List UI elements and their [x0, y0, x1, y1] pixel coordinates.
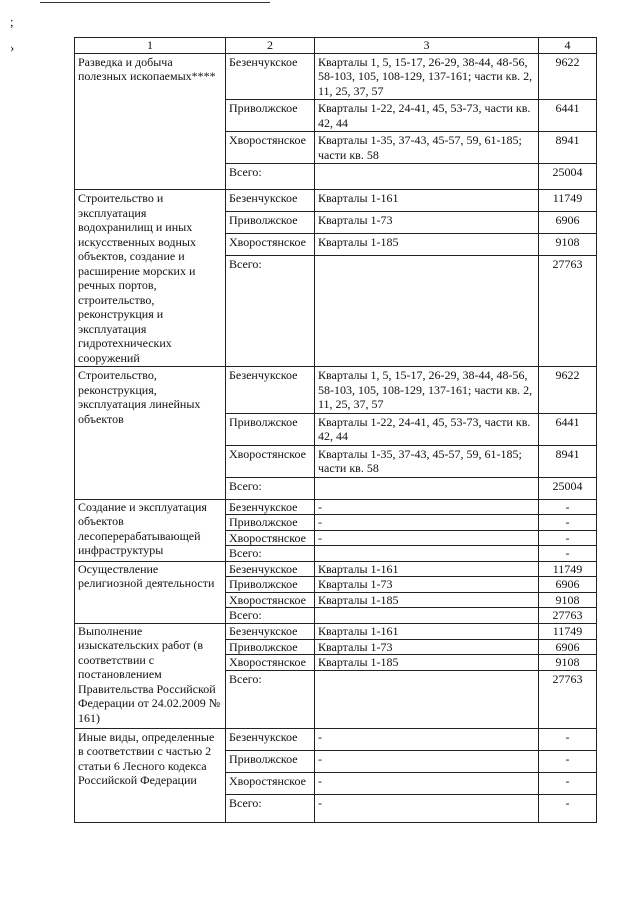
activity-type-cell: Разведка и добыча полезных ископаемых****	[75, 53, 226, 190]
activity-type-cell: Иные виды, определенные в соответствии с частью 2 статьи 6 Лесного кодекса Российской Федерации	[75, 728, 226, 822]
forestry-cell: Хворостянское	[226, 530, 315, 546]
area-cell: 9108	[539, 234, 597, 256]
forestry-cell: Хворостянское	[226, 592, 315, 608]
forestry-cell: Безенчукское	[226, 728, 315, 750]
quarters-cell: Кварталы 1-185	[315, 592, 539, 608]
forestry-cell: Безенчукское	[226, 53, 315, 100]
table-row	[75, 499, 597, 515]
area-cell: 11749	[539, 561, 597, 577]
header-cell: 2	[226, 38, 315, 54]
forestry-cell: Хворостянское	[226, 234, 315, 256]
quarters-cell: -	[315, 772, 539, 794]
forestry-cell: Приволжское	[226, 639, 315, 655]
quarters-cell: Кварталы 1-22, 24-41, 45, 53-73, части кв. 42, 44	[315, 100, 539, 132]
area-cell: 6441	[539, 413, 597, 445]
forestry-cell: Всего:	[226, 256, 315, 367]
table-row	[75, 561, 597, 577]
area-cell: 11749	[539, 190, 597, 212]
activity-type-cell: Строительство и эксплуатация водохранилищ и иных искусственных водных объектов, создание и расширение морских и речных портов, строительство, реконструкция и эксплуатация гидротехнических сооружений	[75, 190, 226, 367]
area-cell: 11749	[539, 623, 597, 639]
area-cell: 9108	[539, 592, 597, 608]
table-row	[75, 367, 597, 414]
forestry-cell: Приволжское	[226, 413, 315, 445]
activity-type-cell: Строительство, реконструкция, эксплуатация линейных объектов	[75, 367, 226, 500]
table-row	[75, 190, 597, 212]
forestry-cell: Приволжское	[226, 515, 315, 531]
quarters-cell: Кварталы 1-73	[315, 639, 539, 655]
area-cell: 6906	[539, 639, 597, 655]
forestry-cell: Всего:	[226, 477, 315, 499]
top-rule	[40, 2, 270, 3]
area-cell: 9108	[539, 655, 597, 671]
area-cell: -	[539, 515, 597, 531]
forestry-cell: Приволжское	[226, 212, 315, 234]
forestry-cell: Всего:	[226, 794, 315, 822]
area-cell: 6906	[539, 212, 597, 234]
forestry-cell: Всего:	[226, 546, 315, 562]
forestry-cell: Безенчукское	[226, 561, 315, 577]
quarters-cell: -	[315, 794, 539, 822]
quarters-cell: -	[315, 728, 539, 750]
forestry-cell: Безенчукское	[226, 190, 315, 212]
header-row	[75, 38, 597, 54]
table-body	[75, 38, 597, 823]
forestry-cell: Хворостянское	[226, 445, 315, 477]
header-cell: 1	[75, 38, 226, 54]
quarters-cell: Кварталы 1-35, 37-43, 45-57, 59, 61-185; части кв. 58	[315, 132, 539, 164]
quarters-cell: Кварталы 1-73	[315, 212, 539, 234]
table-row	[75, 53, 597, 100]
quarters-cell: Кварталы 1-161	[315, 623, 539, 639]
header-cell: 3	[315, 38, 539, 54]
area-cell: -	[539, 728, 597, 750]
quarters-cell: -	[315, 499, 539, 515]
quarters-cell: Кварталы 1-73	[315, 577, 539, 593]
forestry-cell: Безенчукское	[226, 499, 315, 515]
area-cell: -	[539, 750, 597, 772]
area-cell: 8941	[539, 132, 597, 164]
forestry-cell: Приволжское	[226, 577, 315, 593]
area-cell: 8941	[539, 445, 597, 477]
forestry-cell: Приволжское	[226, 100, 315, 132]
quarters-cell: Кварталы 1, 5, 15-17, 26-29, 38-44, 48-56, 58-103, 105, 108-129, 137-161; части кв. 2, 11, 25, 37, 57	[315, 367, 539, 414]
area-cell: 27763	[539, 608, 597, 624]
quarters-cell: -	[315, 750, 539, 772]
forestry-cell: Безенчукское	[226, 367, 315, 414]
forestry-cell: Всего:	[226, 608, 315, 624]
area-cell: 25004	[539, 164, 597, 190]
margin-mark: ›	[10, 40, 15, 55]
land-use-table	[74, 37, 597, 823]
area-cell: -	[539, 530, 597, 546]
area-cell: -	[539, 546, 597, 562]
forestry-cell: Хворостянское	[226, 772, 315, 794]
header-cell: 4	[539, 38, 597, 54]
quarters-cell	[315, 164, 539, 190]
margin-mark: ;	[10, 14, 14, 29]
area-cell: -	[539, 794, 597, 822]
quarters-cell: Кварталы 1-22, 24-41, 45, 53-73, части кв. 42, 44	[315, 413, 539, 445]
quarters-cell: Кварталы 1-161	[315, 561, 539, 577]
quarters-cell: Кварталы 1-161	[315, 190, 539, 212]
quarters-cell: -	[315, 515, 539, 531]
forestry-cell: Хворостянское	[226, 655, 315, 671]
activity-type-cell: Выполнение изыскательских работ (в соответствии с постановлением Правительства Российской Федерации от 24.02.2009 № 161)	[75, 623, 226, 728]
activity-type-cell: Создание и эксплуатация объектов лесоперерабатывающей инфраструктуры	[75, 499, 226, 561]
area-cell: 9622	[539, 367, 597, 414]
area-cell: 9622	[539, 53, 597, 100]
area-cell: 27763	[539, 670, 597, 728]
forestry-cell: Всего:	[226, 164, 315, 190]
table-row	[75, 623, 597, 639]
quarters-cell	[315, 608, 539, 624]
forestry-cell: Приволжское	[226, 750, 315, 772]
quarters-cell	[315, 256, 539, 367]
forestry-cell: Всего:	[226, 670, 315, 728]
quarters-cell: -	[315, 530, 539, 546]
forestry-cell: Хворостянское	[226, 132, 315, 164]
area-cell: 6441	[539, 100, 597, 132]
forestry-cell: Безенчукское	[226, 623, 315, 639]
area-cell: 27763	[539, 256, 597, 367]
area-cell: 6906	[539, 577, 597, 593]
quarters-cell: Кварталы 1-185	[315, 655, 539, 671]
table-row	[75, 728, 597, 750]
area-cell: -	[539, 499, 597, 515]
quarters-cell: Кварталы 1, 5, 15-17, 26-29, 38-44, 48-56, 58-103, 105, 108-129, 137-161; части кв. 2, 11, 25, 37, 57	[315, 53, 539, 100]
quarters-cell	[315, 670, 539, 728]
activity-type-cell: Осуществление религиозной деятельности	[75, 561, 226, 623]
quarters-cell	[315, 546, 539, 562]
area-cell: -	[539, 772, 597, 794]
quarters-cell: Кварталы 1-35, 37-43, 45-57, 59, 61-185; части кв. 58	[315, 445, 539, 477]
quarters-cell: Кварталы 1-185	[315, 234, 539, 256]
quarters-cell	[315, 477, 539, 499]
area-cell: 25004	[539, 477, 597, 499]
